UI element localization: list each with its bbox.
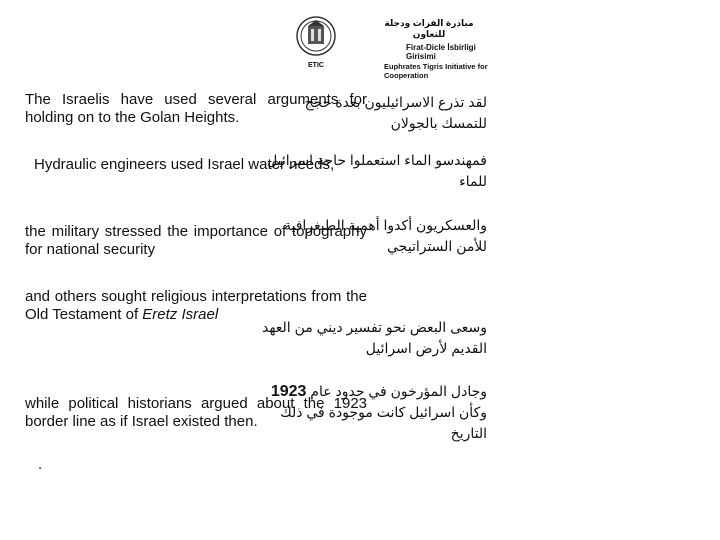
english-paragraph-3: the military stressed the importance of topography for national security <box>25 223 367 258</box>
arabic-line: فمهندسو الماء استعملوا حاجة اسرائيل <box>267 152 487 168</box>
arabic-line: القديم لأرض اسرائيل <box>365 340 487 356</box>
org-name-local-line1: Firat-Dicle İsbirligi <box>406 43 476 52</box>
trailing-dot: . <box>38 456 43 473</box>
arabic-line: للماء <box>459 173 487 189</box>
org-name-arabic: مبادرة الفرات ودجلة للتعاون <box>384 18 474 39</box>
arabic-line: وكأن اسرائيل كانت موجودة في ذلك <box>280 404 487 420</box>
arabic-line <box>237 381 487 402</box>
english-text: and others sought religious interpretations from the Old Testament of <box>25 288 367 323</box>
arabic-paragraph-2 <box>237 150 487 192</box>
etic-logo-emblem <box>295 14 337 62</box>
eretz-israel-term: Eretz Israel <box>142 306 219 323</box>
arabic-paragraph-4 <box>237 317 487 359</box>
arabic-line: للأمن الستراتيجي <box>387 238 487 254</box>
org-name-english: Euphrates Tigris Initiative for Cooperation <box>384 62 488 80</box>
english-paragraph-5: while political historians argued about the 1923 border line as if Israel existed then. <box>25 395 367 430</box>
logo-caption: ETIC <box>308 62 324 69</box>
year-1923: 1923 <box>270 383 307 400</box>
arabic-text: وجادل المؤرخون في حدود عام <box>310 383 487 399</box>
arabic-line: لقد تذرع الاسرائيليون بعدة حجج <box>304 94 487 110</box>
english-paragraph-2: Hydraulic engineers used Israel water needs, <box>34 156 335 173</box>
arabic-paragraph-1 <box>237 92 487 134</box>
seal-icon <box>295 14 337 62</box>
arabic-paragraph-5 <box>237 381 487 444</box>
arabic-line: والعسكريون أكدوا أهمية الطبغرافية <box>284 217 487 233</box>
english-paragraph-1: The Israelis have used several arguments for holding on to the Golan Heights. <box>25 91 367 126</box>
arabic-line: التاريخ <box>450 425 487 441</box>
arabic-line: للتمسك بالجولان <box>390 115 487 131</box>
arabic-line: وسعى البعض نحو تفسير ديني من العهد <box>261 319 487 335</box>
organization-name <box>384 18 524 80</box>
arabic-paragraph-3 <box>237 215 487 257</box>
org-name-local-line2: Girisimi <box>406 52 436 61</box>
